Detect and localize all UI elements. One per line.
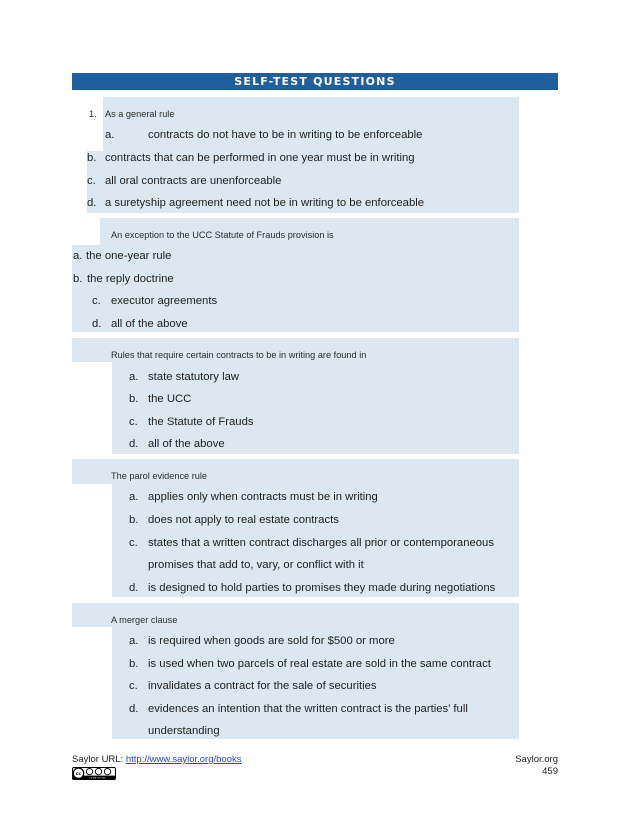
option-letter: c. (129, 537, 138, 549)
question-number: 1. (89, 109, 97, 119)
option-text: invalidates a contract for the sale of securities (148, 680, 377, 692)
option-letter: d. (129, 703, 139, 715)
option-text: all of the above (111, 318, 188, 330)
option-text: the one-year rule (86, 250, 172, 262)
question-stem: The parol evidence rule (111, 471, 208, 481)
option-text: the UCC (148, 393, 192, 405)
option-letter: a. (105, 129, 115, 141)
option-letter: c. (87, 175, 96, 187)
option-text: state statutory law (148, 371, 240, 383)
cc-license-badge-icon[interactable] (72, 767, 116, 780)
svg-text:cc: cc (75, 771, 82, 777)
option-letter: d. (92, 318, 102, 330)
option-text: contracts that can be performed in one year must be in writing (105, 152, 415, 164)
option-text: contracts do not have to be in writing to be enforceable (148, 129, 423, 141)
option-letter: b. (129, 514, 139, 526)
option-text: applies only when contracts must be in writing (148, 491, 378, 503)
option-text: does not apply to real estate contracts (148, 514, 339, 526)
option-letter: a. (129, 635, 139, 647)
option-letter: a. (129, 371, 139, 383)
option-letter: a. (129, 491, 139, 503)
cc-badge-label: cc by nc sa (89, 775, 105, 780)
option-text: the Statute of Frauds (148, 416, 254, 428)
footer-page-info (515, 754, 558, 778)
option-letter: c. (92, 295, 101, 307)
option-letter: b. (87, 152, 97, 164)
option-text: all of the above (148, 438, 225, 450)
question-stem: Rules that require certain contracts to be in writing are found in (111, 350, 367, 360)
option-text-continuation: promises that add to, vary, or conflict with it (148, 559, 364, 571)
option-letter: d. (129, 438, 139, 450)
option-text: the reply doctrine (87, 273, 174, 285)
question-stem: As a general rule (105, 109, 175, 119)
option-letter: d. (87, 197, 97, 209)
option-text-continuation: understanding (148, 725, 220, 737)
option-text: states that a written contract discharges all prior or contemporaneous (148, 537, 494, 549)
option-text: is designed to hold parties to promises they made during negotiations (148, 582, 496, 594)
option-text: is used when two parcels of real estate are sold in the same contract (148, 658, 491, 670)
option-letter: c. (129, 416, 138, 428)
option-letter: d. (129, 582, 139, 594)
option-text: all oral contracts are unenforceable (105, 175, 282, 187)
footer-site: Saylor.org (515, 754, 558, 765)
option-letter: b. (73, 273, 83, 285)
page-number: 459 (542, 766, 558, 777)
question-stem: An exception to the UCC Statute of Frauds provision is (111, 230, 334, 240)
option-letter: c. (129, 680, 138, 692)
option-text: a suretyship agreement need not be in writing to be enforceable (105, 197, 425, 209)
option-letter: b. (129, 393, 139, 405)
footer-source (72, 754, 242, 766)
option-text: is required when goods are sold for $500 or more (148, 635, 395, 647)
footer-url-link[interactable]: http://www.saylor.org/books (125, 754, 242, 765)
option-text: executor agreements (111, 295, 218, 307)
option-text: evidences an intention that the written contract is the parties’ full (148, 703, 468, 715)
footer-url-label: Saylor URL: (72, 754, 124, 765)
option-letter: b. (129, 658, 139, 670)
question-stem: A merger clause (111, 615, 178, 625)
option-letter: a. (73, 250, 83, 262)
section-title: SELF-TEST QUESTIONS (72, 73, 558, 90)
